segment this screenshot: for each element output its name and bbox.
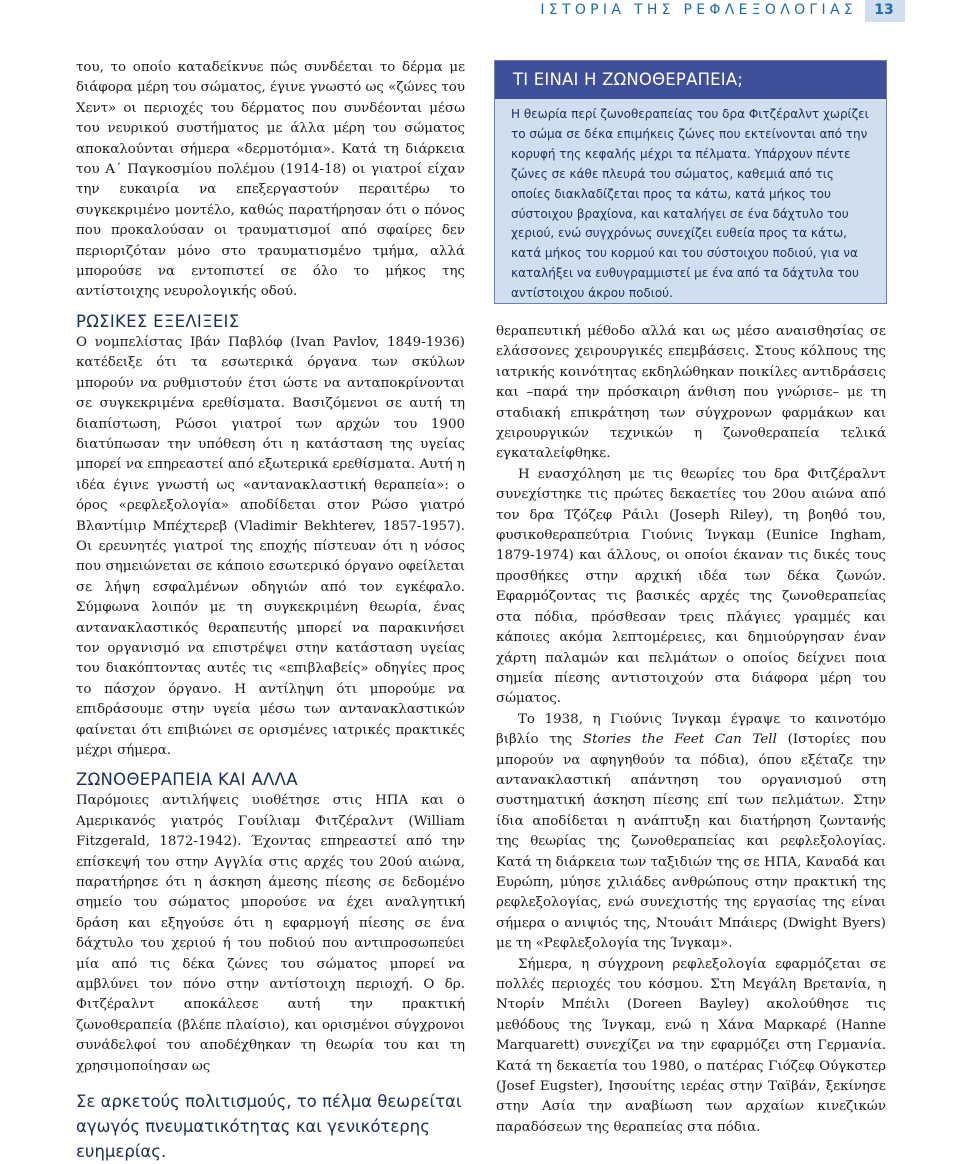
pull-quote: Σε αρκετούς πολιτισμούς, το πέλμα θεωρείται αγωγός πνευματικότητας και γενικότερης ευημερίας. [76, 1092, 462, 1162]
left-column [76, 58, 465, 1164]
right-paragraph-3 [496, 710, 886, 955]
book-title: Stories the Feet Can Tell [582, 732, 777, 748]
left-paragraph-1: του, το οποίο καταδείκνυε πώς συνδέεται το δέρμα με διάφορα μέρη του σώματος, έγινε γνωστό ως «ζώνες του Χεντ» οι περιοχές του δέρματος που συνδέονται μέσω του νευρικού συστήματος με άλλα μέρη του σώματος αποκαλούνται σήμερα «δερμοτόμια». Κατά τη διάρκεια του Α΄ Παγκοσμίου πολέμου (1914-18) οι γιατροί είχαν την ευκαιρία να επεξεργαστούν περαιτέρω το συγκεκριμένο μοντέλο, καθώς παρατήρησαν ότι ο πόνος που προκαλούσαν οι τραυματισμοί από σφαίρες δεν περιοριζόταν μόνο στο τραυματισμένο τμήμα, αλλά μπορούσε να εντοπιστεί σε όλο το μήκος της αντίστοιχης νευρολογικής οδού. [76, 60, 465, 300]
right-paragraph-2: Η ενασχόληση με τις θεωρίες του δρα Φιτζέραλντ συνεχίστηκε τις πρώτες δεκαετίες του 20ου αιώνα από τον δρα Τζόζεφ Ράιλι (Joseph Riley), τη βοηθό του, φυσικοθεραπεύτρια Γιούνις Ίνγκαμ (Eunice Ingham, 1879-1974) και άλλους, οι οποίοι έκαναν τις δικές τους προσθήκες στην αρχική ιδέα των δέκα ζωνών. Εφαρμόζοντας τις βασικές αρχές της ζωνοθεραπείας στα πόδια, πρόσθεσαν τρεις πλάγιες γραμμές και κάποιες ακόμα λεπτομέρειες, και δημιούργησαν έναν χάρτη παλαμών και πελμάτων ο οποίος δείχνει ποια σημεία πίεσης αντιστοιχούν στα διάφορα μέρη του σώματος. [496, 466, 886, 707]
page-number: 13 [874, 2, 894, 18]
right-column [496, 322, 886, 1138]
running-header-title: ΙΣΤΟΡΙΑ ΤΗΣ ΡΕΦΛΕΞΟΛΟΓΙΑΣ [540, 2, 857, 18]
paragraph-3-rest: (Ιστορίες που μπορούν να αφηγηθούν τα πόδια), όπου εξέταζε την αντανακλαστική απάντηση του οργανισμού στη συστηματική άσκηση πίεσης επί των πελμάτων. Στην ίδια αποδίδεται η ανάπτυξη και διατήρηση ζωντανής της θεωρίας της ζωνοθεραπείας και ρεφλεξολογίας. Κατά τη διάρκεια των ταξιδιών της σε ΗΠΑ, Καναδά και Ευρώπη, μύησε χιλιάδες ανθρώπους στην πρακτική της ρεφλεξολογίας, ενώ συνεχιστής της εργασίας της είναι σήμερα ο ανιψιός της, Ντουάιτ Μπάιερς (Dwight Byers) με τη «Ρεφλεξολογία της Ίνγκαμ». [496, 732, 887, 952]
left-paragraph-3: Παρόμοιες αντιλήψεις υιοθέτησε στις ΗΠΑ και ο Αμερικανός γιατρός Γουίλιαμ Φιτζέραλντ (William Fitzgerald, 1872-1942). Έχοντας επηρεαστεί από την επίσκεψή του στην Αγγλία στις αρχές του 20ού αιώνα, παρατήρησε ότι η άσκηση άμεσης πίεσης σε δεδομένο σημείο του σώματος μπορούσε να έχει αναλγητική δράση και εξηγούσε ότι η εφαρμογή πίεσης σε ένα δάχτυλο του χεριού ή του ποδιού που αντιπροσωπεύει μία από τις δέκα ζώνες του σώματος μπορεί να αμβλύνει τον πόνο στην αντίστοιχη περιοχή. Ο δρ. Φιτζέραλντ αποκάλεσε αυτή την πρακτική ζωνοθεραπεία (βλέπε πλαίσιο), και ορισμένοι σύγχρονοι συνάδελφοί του αποδέχθηκαν τη θεωρία του και τη χρησιμοποίησαν ως [76, 793, 465, 1074]
right-paragraph-4: Σήμερα, η σύγχρονη ρεφλεξολογία εφαρμόζεται σε πολλές περιοχές του κόσμου. Στη Μεγάλη Βρετανία, η Ντορίν Μπέιλι (Doreen Bayley) ακολούθησε τις μεθόδους της Ίνγκαμ, ενώ η Χάνα Μαρκαρέ (Hanne Marquarett) συνεχίζει να την εφαρμόζει στη Γερμανία. Κατά τη δεκαετία του 1980, ο πατέρας Γιόζεφ Ούγκστερ (Josef Eugster), Ιησουίτης ιερέας στην Ταϊβάν, ξεκίνησε στην Ασία την αναβίωση των αρχαίων κινεζικών παραδόσεων της θεραπείας στα πόδια. [496, 956, 886, 1135]
running-header [0, 0, 960, 22]
section-heading-zone-therapy: ΖΩΝΟΘΕΡΑΠΕΙΑ ΚΑΙ ΑΛΛΑ [76, 770, 298, 790]
left-paragraph-2: Ο νομπελίστας Ιβάν Παβλόφ (Ivan Pavlov, 1849-1936) κατέδειξε ότι τα εσωτερικά όργανα των σκύλων μπορούν να ρυθμιστούν έτσι ώστε να ανταποκρίνονται σε συγκεκριμένα ερεθίσματα. Βασιζόμενοι σε αυτή τη διαπίστωση, Ρώσοι γιατροί των αρχών του 1900 διατύπωσαν την υπόθεση ότι η κατάσταση της υγείας μπορεί να επηρεαστεί από εξωτερικά ερεθίσματα. Αυτή η ιδέα έγινε γνωστή ως «αντανακλαστική θεραπεία»: ο όρος «ρεφλεξολογία» αποδίδεται στον Ρώσο γιατρό Βλαντίμιρ Μπέχτερεβ (Vladimir Bekhterev, 1857-1957). Οι ερευνητές γιατροί της εποχής πίστευαν ότι η νόσος που σημειώνεται σε κάποιο εσωτερικό όργανο οφείλεται σε λήψη εσφαλμένων οδηγιών από τον εγκέφαλο. Σύμφωνα λοιπόν με τη συγκεκριμένη θεωρία, ένας αντανακλαστικός θεραπευτής μπορεί να παρακινήσει τον οργανισμό να επιστρέψει στην κατάσταση υγείας του διακόπτοντας αυτές τις «επιβλαβείς» οδηγίες προς το πάσχον όργανο. Η αντίληψη ότι μπορούμε να επιδράσουμε στην υγεία μέσω των αντανακλαστικών φαίνεται ότι επιβιώνει σε ορισμένες ιατρικές πρακτικές μέχρι σήμερα. [76, 334, 465, 758]
paragraph-3-start: Το 1938, η Γιούνις Ίνγκαμ έγραψε το καινοτόμο βιβλίο της [496, 711, 886, 748]
info-box-text: Η θεωρία περί ζωνοθεραπείας του δρα Φιτζέραλντ χωρίζει το σώμα σε δέκα επιμήκεις ζώνες που εκτείνονται από την κορυφή της κεφαλής μέχρι τα πέλματα. Υπάρχουν πέντε ζώνες σε κάθε πλευρά του σώματος, καθεμιά από τις οποίες διακλαδίζεται προς τα κάτω, κατά μήκος του σύστοιχου βραχίονα, και καταλήγει σε ένα δάχτυλο του χεριού, ενώ συγχρόνως συνεχίζει ευθεία προς τα κάτω, κατά μήκος του κορμού και του σύστοιχου ποδιού, για να καταλήξει να ευθυγραμμιστεί με ένα από τα δάχτυλα του αντίστοιχου άκρου ποδιού. [511, 107, 869, 301]
info-box-title: ΤΙ ΕΙΝΑΙ Η ΖΩΝΟΘΕΡΑΠΕΙΑ; [495, 61, 886, 99]
section-heading-russian: ΡΩΣΙΚΕΣ ΕΞΕΛΙΞΕΙΣ [76, 311, 240, 331]
zone-therapy-info-box [494, 60, 887, 304]
page-number-box [865, 0, 905, 22]
right-paragraph-1: θεραπευτική μέθοδο αλλά και ως μέσο αναισθησίας σε ελάσσονες χειρουργικές επεμβάσεις. Στους κόλπους της ιατρικής κοινότητας εκδηλώθηκαν ποικίλες αντιδράσεις και –παρά την πρόσκαιρη άνθιση που γνώρισε– με τη σταδιακή επικράτηση των σύγχρονων φαρμάκων και χειρουργικών τεχνικών η ζωνοθεραπεία τελικά εγκαταλείφθηκε. [496, 324, 886, 462]
